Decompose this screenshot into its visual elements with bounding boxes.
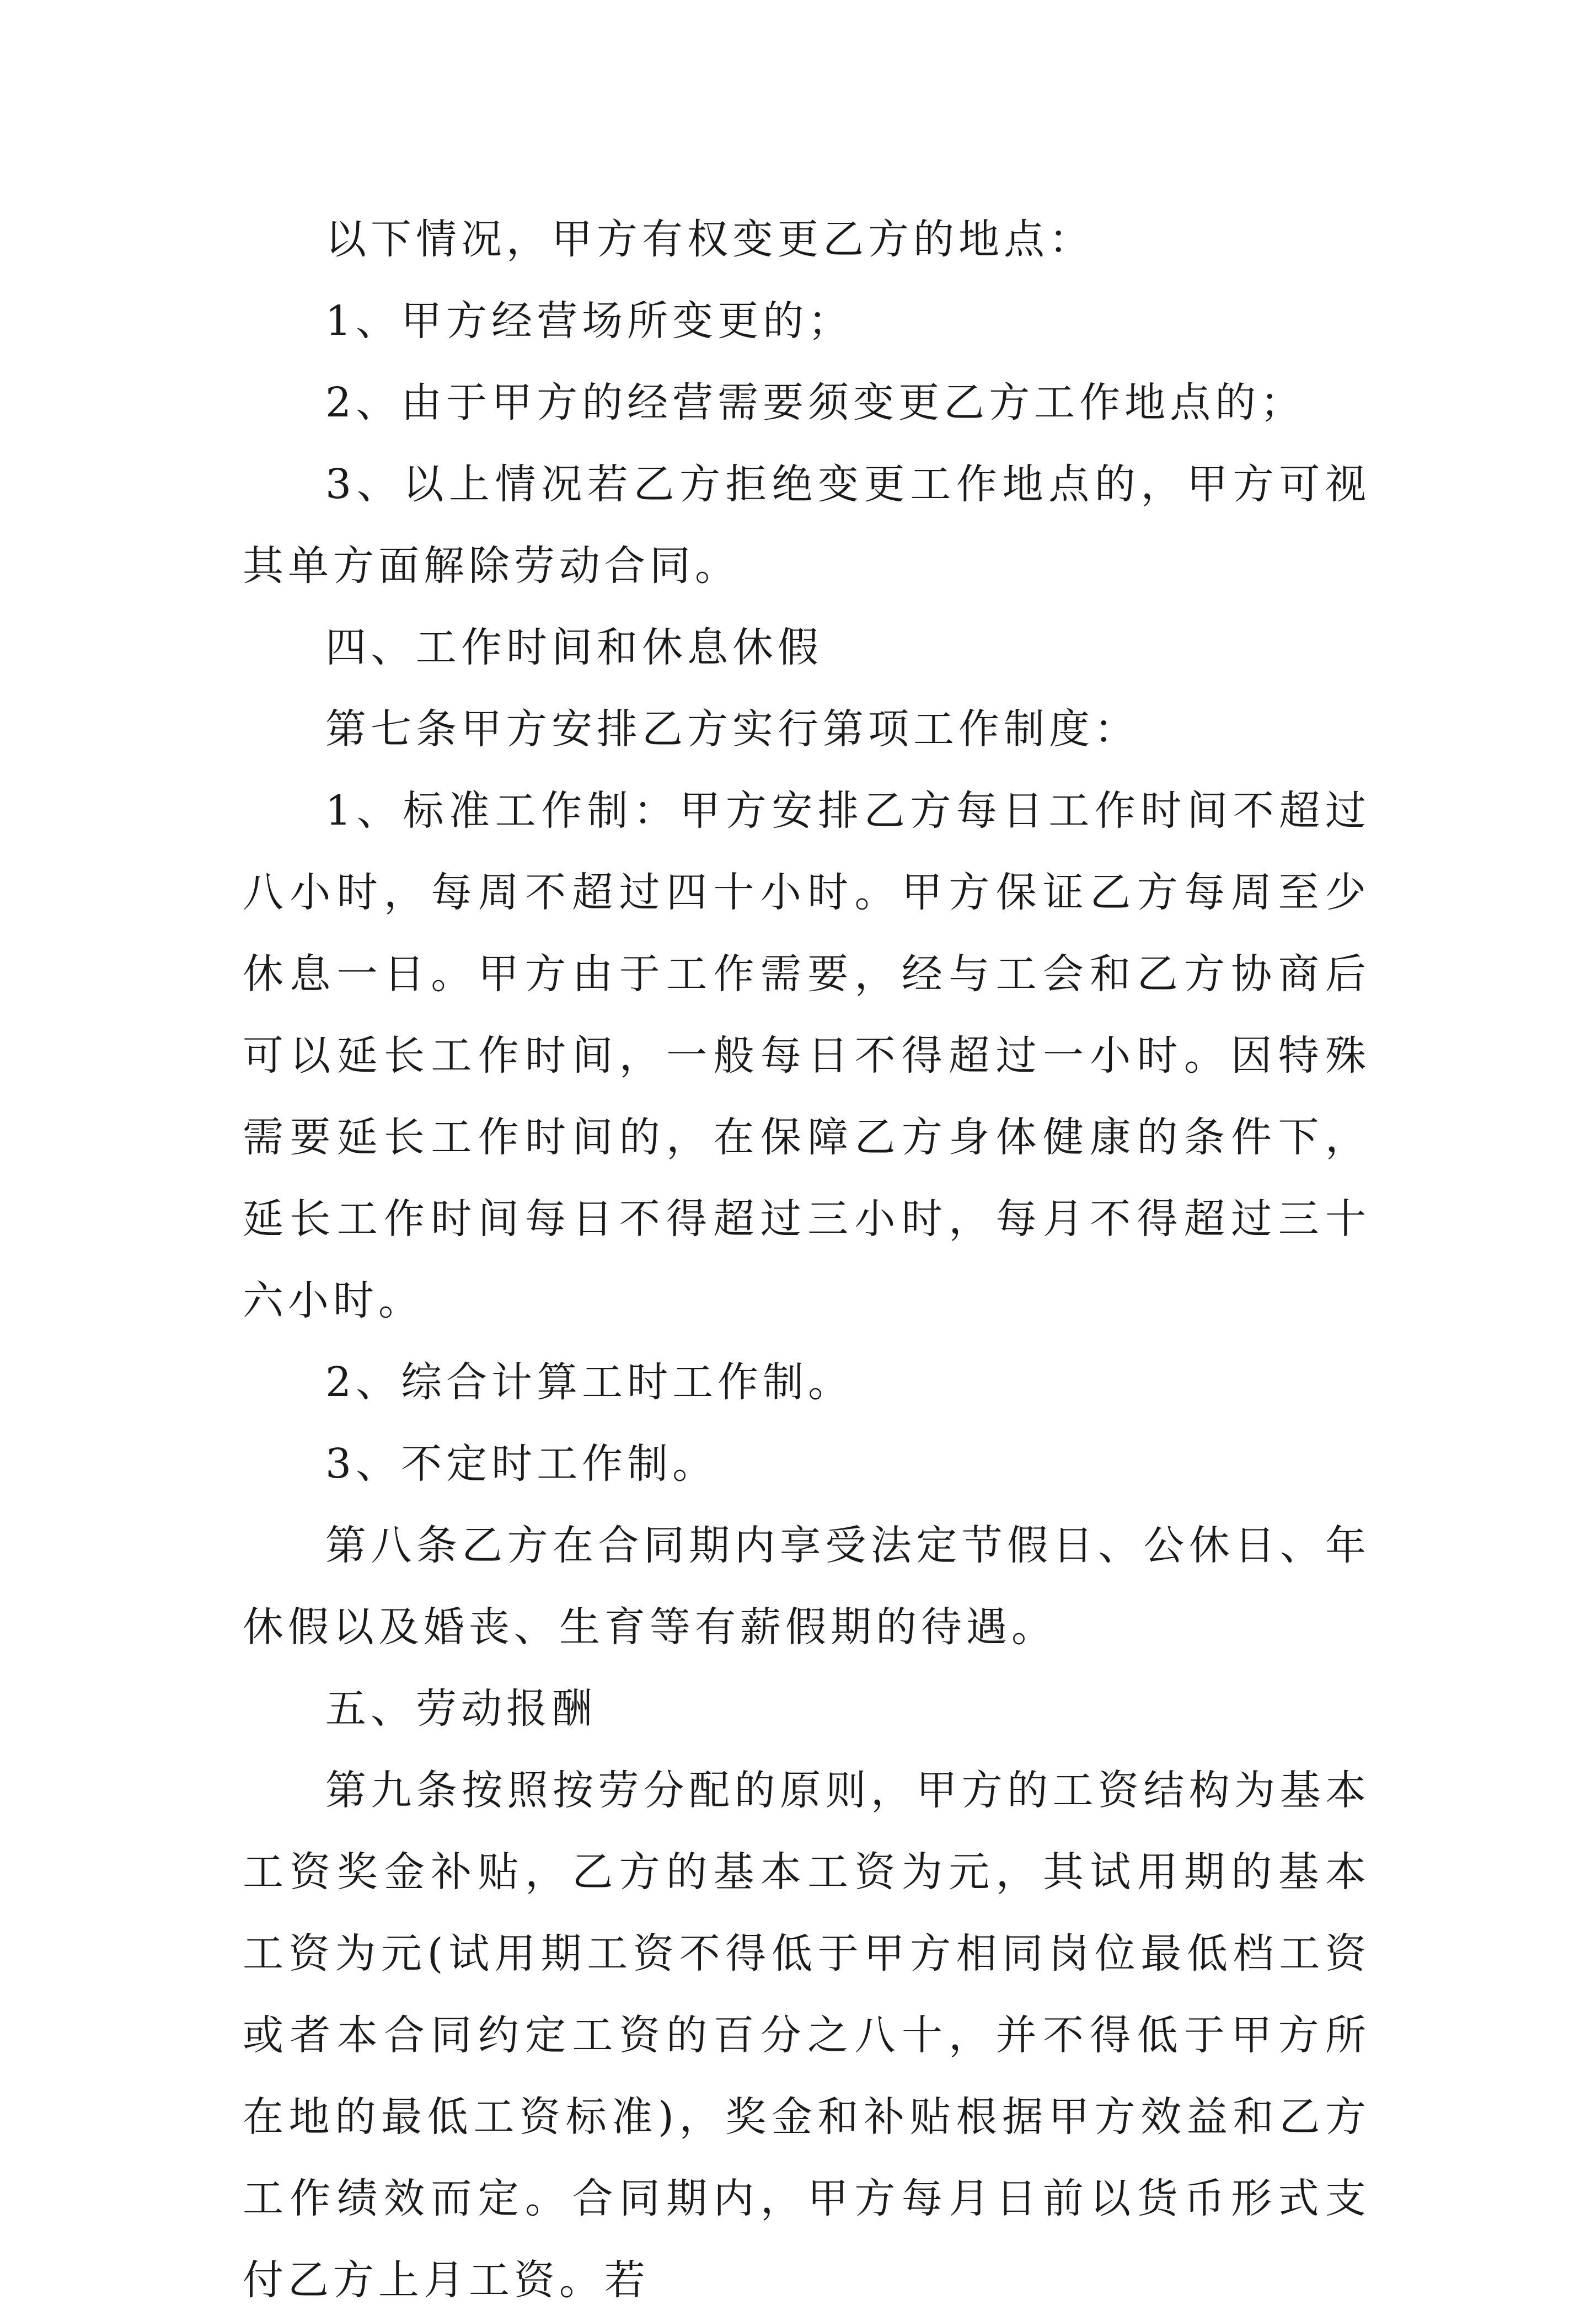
paragraph-article-7: 第七条甲方安排乙方实行第项工作制度： <box>325 705 1139 753</box>
paragraph-article-9: 第九条按照按劳分配的原则，甲方的工资结构为基本工资奖金补贴，乙方的基本工资为元，其试用期的基本工资为元(试用期工资不得低于甲方相同岗位最低档工资或者本合同约定工资的百分之八十，并不得低于甲方所在地的最低工资标准)，奖金和补贴根据甲方效益和乙方工作绩效而定。合同期内，甲方每月日前以货币形式支付乙方上月工资。若 <box>243 1767 1370 2304</box>
paragraph-item-2: 2、由于甲方的经营需要须变更乙方工作地点的； <box>325 379 1306 426</box>
paragraph-standard-work-system: 1、标准工作制：甲方安排乙方每日工作时间不超过八小时，每周不超过四十小时。甲方保证乙方每周至少休息一日。甲方由于工作需要，经与工会和乙方协商后可以延长工作时间，一般每日不得超过一小时。因特殊需要延长工作时间的，在保障乙方身体健康的条件下，延长工作时间每日不得超过三小时，每月不得超过三十六小时。 <box>243 787 1370 1324</box>
contract-text <box>243 199 1370 2321</box>
paragraph-item-1: 1、甲方经营场所变更的； <box>325 297 854 345</box>
paragraph-flexible-hours: 3、不定时工作制。 <box>325 1440 718 1488</box>
paragraph-item-3: 3、以上情况若乙方拒绝变更工作地点的，甲方可视其单方面解除劳动合同。 <box>243 461 1370 590</box>
paragraph-article-8: 第八条乙方在合同期内享受法定节假日、公休日、年休假以及婚丧、生育等有薪假期的待遇。 <box>243 1522 1370 1651</box>
section-heading-remuneration: 五、劳动报酬 <box>325 1685 597 1732</box>
paragraph-change-location-intro: 以下情况，甲方有权变更乙方的地点： <box>325 216 1094 263</box>
paragraph-comprehensive-hours: 2、综合计算工时工作制。 <box>325 1359 854 1406</box>
section-heading-work-hours: 四、工作时间和休息休假 <box>325 624 823 671</box>
